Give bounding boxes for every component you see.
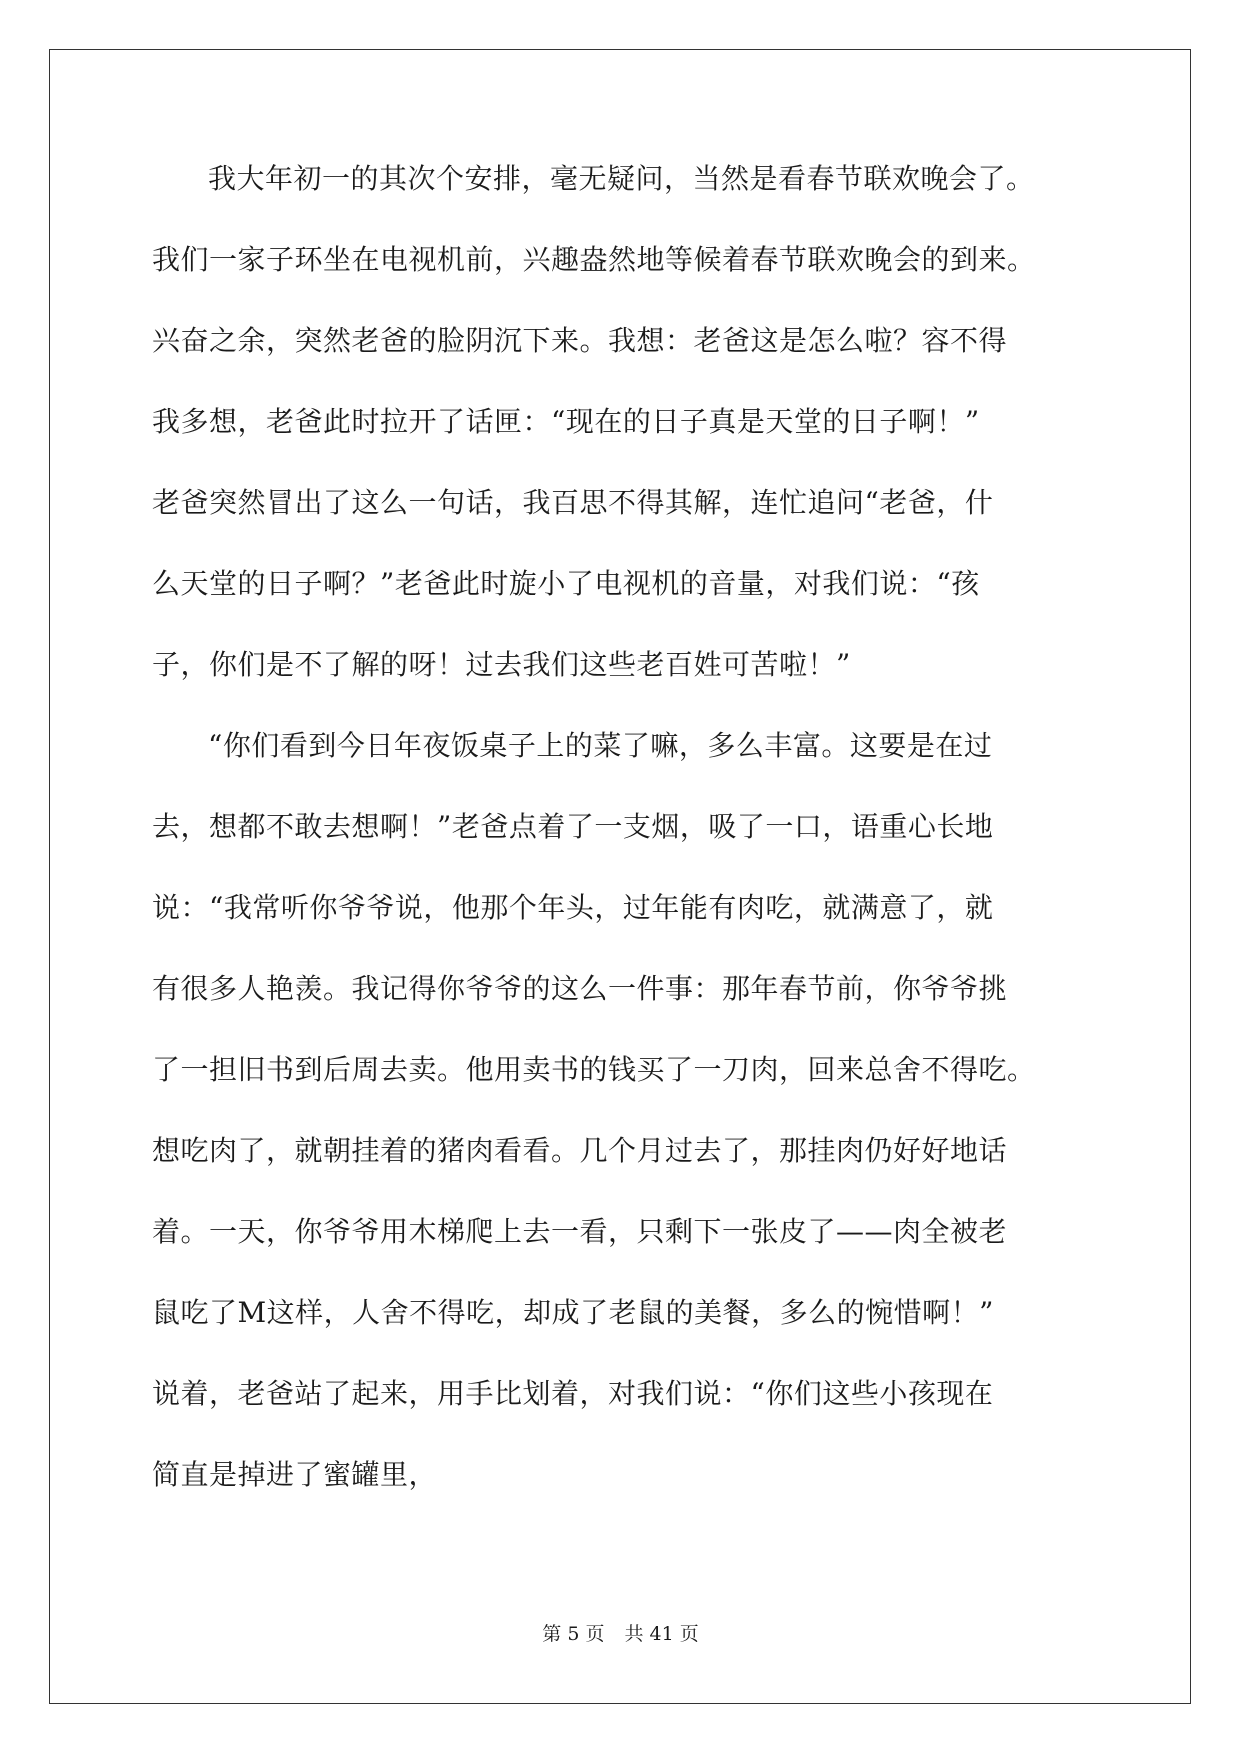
paragraph-line: 鼠吃了M这样，人舍不得吃，却成了老鼠的美餐，多么的惋惜啊！” bbox=[152, 1296, 994, 1329]
paragraph-line: 子，你们是不了解的呀！过去我们这些老百姓可苦啦！” bbox=[152, 648, 851, 681]
paragraph-line: 想吃肉了，就朝挂着的猪肉看看。几个月过去了，那挂肉仍好好地话 bbox=[152, 1134, 1008, 1167]
paragraph-line: 简直是掉进了蜜罐里， bbox=[152, 1458, 438, 1491]
page-footer bbox=[0, 1623, 1241, 1645]
paragraph-line: 着。一天，你爷爷用木梯爬上去一看，只剩下一张皮了——肉全被老 bbox=[152, 1215, 1008, 1248]
paragraph-line: 我们一家子环坐在电视机前，兴趣盎然地等候着春节联欢晚会的到来。 bbox=[152, 243, 1036, 276]
page-number: 第 5 页 bbox=[542, 1623, 605, 1645]
paragraph-line: 说：“我常听你爷爷说，他那个年头，过年能有肉吃，就满意了，就 bbox=[152, 891, 994, 924]
paragraph-line: 老爸突然冒出了这么一句话，我百思不得其解，连忙追问“老爸，什 bbox=[152, 486, 994, 519]
paragraph-line: 有很多人艳羡。我记得你爷爷的这么一件事：那年春节前，你爷爷挑 bbox=[152, 972, 1008, 1005]
paragraph-line: 去，想都不敢去想啊！”老爸点着了一支烟，吸了一口，语重心长地 bbox=[152, 810, 994, 843]
paragraph-line: 我大年初一的其次个安排，毫无疑问，当然是看春节联欢晚会了。 bbox=[208, 162, 1035, 195]
paragraph-line: 了一担旧书到后周去卖。他用卖书的钱买了一刀肉，回来总舍不得吃。 bbox=[152, 1053, 1036, 1086]
paragraph-line: 兴奋之余，突然老爸的脸阴沉下来。我想：老爸这是怎么啦？容不得 bbox=[152, 324, 1008, 357]
document-body bbox=[152, 162, 1092, 1542]
paragraph-line: 么天堂的日子啊？”老爸此时旋小了电视机的音量，对我们说：“孩 bbox=[152, 567, 980, 600]
paragraph-line: 我多想，老爸此时拉开了话匣：“现在的日子真是天堂的日子啊！” bbox=[152, 405, 980, 438]
page-total: 共 41 页 bbox=[624, 1623, 699, 1645]
paragraph-line: “你们看到今日年夜饭桌子上的菜了嘛，多么丰富。这要是在过 bbox=[208, 729, 993, 762]
paragraph-line: 说着，老爸站了起来，用手比划着，对我们说：“你们这些小孩现在 bbox=[152, 1377, 994, 1410]
